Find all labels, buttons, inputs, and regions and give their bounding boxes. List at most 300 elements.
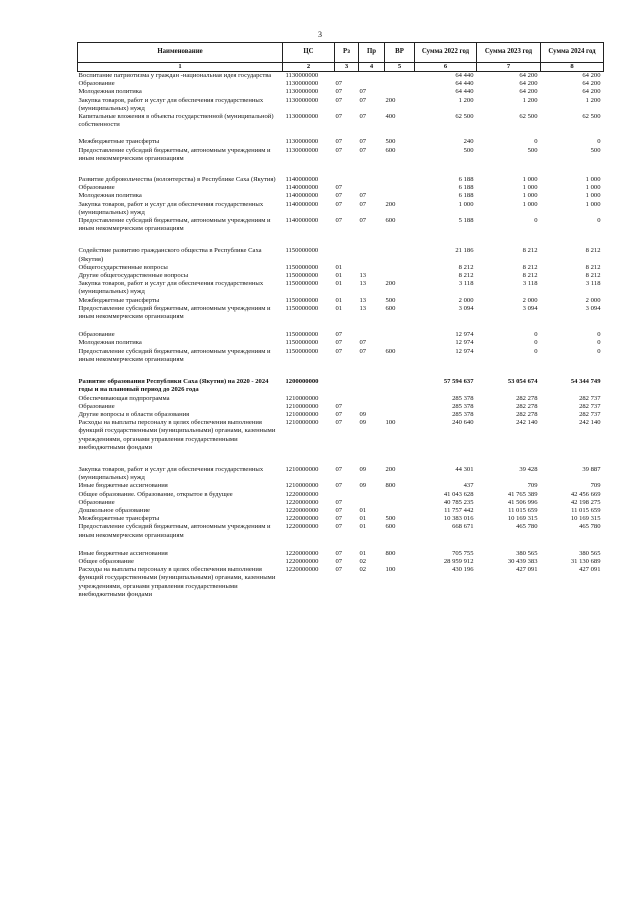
table-row xyxy=(78,88,604,96)
row-pr: 07 xyxy=(359,217,367,225)
row-pr: 09 xyxy=(359,482,367,490)
row-cs: 1140000000 xyxy=(285,217,319,225)
row-sum-2024: 42 456 669 xyxy=(570,490,601,498)
row-pr: 07 xyxy=(359,88,367,96)
row-sum-2024: 3 118 xyxy=(585,280,601,288)
row-sum-2024: 242 140 xyxy=(579,419,601,427)
row-sum-2024: 3 094 xyxy=(585,304,601,312)
row-sum-2022: 6 188 xyxy=(458,192,474,200)
row-pr: 07 xyxy=(359,138,367,146)
row-cs: 1220000000 xyxy=(285,515,319,523)
row-sum-2023: 10 169 315 xyxy=(507,515,538,523)
row-sum-2023: 53 054 674 xyxy=(507,378,538,386)
row-sum-2024: 2 000 xyxy=(585,296,601,304)
row-sum-2023: 282 278 xyxy=(516,402,538,410)
row-cs: 1220000000 xyxy=(285,506,319,514)
row-vr: 600 xyxy=(385,304,396,312)
row-pr xyxy=(359,403,385,411)
row-sum-2023: 282 278 xyxy=(516,394,538,402)
row-sum-2023: 8 212 xyxy=(522,272,538,280)
row-sum-2022: 12 974 xyxy=(455,331,474,339)
budget-table xyxy=(77,42,604,599)
table-row xyxy=(78,176,604,184)
row-sum-2024: 1 000 xyxy=(585,200,601,208)
row-name: Воспитание патриотизма у граждан -национальная идея государства xyxy=(78,72,272,79)
col-number-5: 5 xyxy=(385,63,415,72)
row-cs: 1150000000 xyxy=(285,247,319,255)
table-row xyxy=(78,247,604,263)
col-number-1: 1 xyxy=(78,63,283,72)
row-sum-2023: 1 000 xyxy=(522,192,538,200)
row-sum-2024: 62 500 xyxy=(582,113,601,121)
row-name: Развитие образования Республики Саха (Якутия) на 2020 - 2024 годы и на плановый период до 2026 года xyxy=(78,378,269,394)
row-rz: 07 xyxy=(335,192,343,200)
row-sum-2024: 0 xyxy=(597,217,601,225)
row-pr: 09 xyxy=(359,410,367,418)
row-name: Общее образование xyxy=(78,557,134,565)
row-pr: 07 xyxy=(359,96,367,104)
row-cs: 1210000000 xyxy=(285,419,319,427)
row-name: Дошкольное образование xyxy=(78,506,150,514)
table-row xyxy=(78,305,604,331)
row-name: Предоставление субсидий бюджетным, автономным учреждениям и иным некоммерческим организациям xyxy=(78,304,271,321)
col-header-name: Наименование xyxy=(78,43,283,63)
row-name: Расходы на выплаты персоналу в целях обеспечения выполнения функций государственными (муниципальными) органами, казенными учреждениями, органами управления государственными внебюджетными фондами xyxy=(78,566,276,598)
col-header-rz: Рз xyxy=(335,43,359,63)
row-sum-2024: 1 000 xyxy=(585,184,601,192)
row-sum-2022: 6 188 xyxy=(458,184,474,192)
row-sum-2023: 8 212 xyxy=(522,247,538,255)
row-sum-2024: 64 200 xyxy=(582,80,601,88)
row-sum-2022: 285 378 xyxy=(452,402,474,410)
row-cs: 1150000000 xyxy=(285,272,319,280)
row-sum-2023: 0 xyxy=(534,347,538,355)
row-rz: 07 xyxy=(335,410,343,418)
row-sum-2023: 465 780 xyxy=(516,523,538,531)
row-name: Закупка товаров, работ и услуг для обеспечения государственных (муниципальных) нужд xyxy=(78,280,264,296)
row-sum-2024: 8 212 xyxy=(585,263,601,271)
row-rz: 07 xyxy=(335,402,343,410)
col-number-4: 4 xyxy=(359,63,385,72)
row-sum-2022: 240 640 xyxy=(452,419,474,427)
row-cs: 1130000000 xyxy=(285,96,319,104)
row-name: Предоставление субсидий бюджетным, автономным учреждениям и иным некоммерческим организациям xyxy=(78,217,271,233)
row-cs: 1140000000 xyxy=(285,176,319,184)
row-sum-2024: 64 200 xyxy=(582,72,601,79)
row-rz: 01 xyxy=(335,280,343,288)
row-vr: 800 xyxy=(385,482,396,490)
row-vr xyxy=(385,247,415,263)
row-rz xyxy=(335,176,359,184)
table-row xyxy=(78,217,604,247)
row-vr: 600 xyxy=(385,146,396,154)
col-number-3: 3 xyxy=(335,63,359,72)
row-cs: 1210000000 xyxy=(285,394,319,402)
table-body xyxy=(78,72,604,599)
row-rz: 07 xyxy=(335,347,343,355)
col-header-vr: ВР xyxy=(385,43,415,63)
row-name: Обеспечивающая подпрограмма xyxy=(78,394,170,402)
row-sum-2022: 8 212 xyxy=(458,263,474,271)
row-sum-2024: 500 xyxy=(590,146,601,154)
row-sum-2023: 0 xyxy=(534,217,538,225)
page-number: 3 xyxy=(318,30,322,39)
row-sum-2024: 0 xyxy=(597,339,601,347)
row-cs: 1140000000 xyxy=(285,192,319,200)
row-pr xyxy=(359,264,385,272)
row-vr xyxy=(385,403,415,411)
row-vr: 200 xyxy=(385,280,396,288)
row-name: Межбюджетные трансферты xyxy=(78,296,160,304)
row-vr: 200 xyxy=(385,96,396,104)
table-row xyxy=(78,297,604,305)
row-pr: 07 xyxy=(359,146,367,154)
row-name: Другие общегосударственные вопросы xyxy=(78,272,189,280)
row-name: Предоставление субсидий бюджетным, автономным учреждениям и иным некоммерческим организациям xyxy=(78,523,271,539)
row-sum-2024: 64 200 xyxy=(582,88,601,96)
row-name: Содействие развитию гражданского общества в Республике Саха (Якутия) xyxy=(78,247,262,263)
row-vr xyxy=(385,378,415,394)
row-sum-2022: 10 383 016 xyxy=(443,515,474,523)
row-sum-2023: 0 xyxy=(534,331,538,339)
row-name: Иные бюджетные ассигнования xyxy=(78,549,168,557)
row-pr: 02 xyxy=(359,566,367,574)
row-name: Закупка товаров, работ и услуг для обеспечения государственных (муниципальных) нужд xyxy=(78,200,264,216)
row-vr xyxy=(385,272,415,280)
row-cs: 1210000000 xyxy=(285,402,319,410)
table-row xyxy=(78,348,604,378)
col-number-7: 7 xyxy=(477,63,541,72)
row-sum-2023: 64 200 xyxy=(519,72,538,79)
table-row xyxy=(78,419,604,466)
table-row xyxy=(78,550,604,558)
row-sum-2022: 64 440 xyxy=(455,88,474,96)
row-cs: 1130000000 xyxy=(285,72,319,79)
row-sum-2023: 39 428 xyxy=(519,465,538,473)
row-name: Капитальные вложения в объекты государственной (муниципальной) собственности xyxy=(78,113,274,129)
row-pr xyxy=(359,72,385,81)
row-sum-2024: 1 000 xyxy=(585,176,601,184)
row-pr: 13 xyxy=(359,272,367,280)
row-cs: 1150000000 xyxy=(285,347,319,355)
row-sum-2023: 1 000 xyxy=(522,176,538,184)
row-name: Расходы на выплаты персоналу в целях обеспечения выполнения функций государственными (муниципальными) органами, казенными учреждениями, органами управления государственными внебюджетными фондами xyxy=(78,419,276,451)
row-name: Закупка товаров, работ и услуг для обеспечения государственных (муниципальных) нужд xyxy=(78,96,264,112)
row-sum-2023: 8 212 xyxy=(522,263,538,271)
row-sum-2022: 2 000 xyxy=(458,296,474,304)
row-cs: 1150000000 xyxy=(285,263,319,271)
row-sum-2023: 41 765 389 xyxy=(507,490,538,498)
row-vr: 200 xyxy=(385,200,396,208)
row-sum-2022: 11 757 442 xyxy=(444,506,474,514)
table-row xyxy=(78,523,604,549)
row-sum-2023: 500 xyxy=(527,146,538,154)
row-sum-2024: 0 xyxy=(597,331,601,339)
row-vr xyxy=(385,491,415,499)
table-row xyxy=(78,184,604,192)
row-vr xyxy=(385,339,415,347)
row-cs: 1150000000 xyxy=(285,296,319,304)
row-pr: 07 xyxy=(359,113,367,121)
row-rz: 07 xyxy=(335,465,343,473)
row-sum-2022: 668 671 xyxy=(452,523,474,531)
row-rz: 07 xyxy=(335,523,343,531)
row-sum-2023: 1 000 xyxy=(522,184,538,192)
table-row xyxy=(78,491,604,499)
row-sum-2024: 282 737 xyxy=(579,394,601,402)
row-vr xyxy=(385,411,415,419)
table-row xyxy=(78,339,604,347)
row-pr: 13 xyxy=(359,296,367,304)
col-header-2023: Сумма 2023 год xyxy=(477,43,541,63)
row-name: Предоставление субсидий бюджетным, автономным учреждениям и иным некоммерческим организациям xyxy=(78,347,271,363)
row-sum-2022: 64 440 xyxy=(455,80,474,88)
row-pr: 01 xyxy=(359,506,367,514)
row-cs: 1210000000 xyxy=(285,482,319,490)
row-name: Развитие добровольчества (волонтерства) в Республике Саха (Якутия) xyxy=(78,176,276,184)
row-sum-2023: 3 094 xyxy=(522,304,538,312)
table-row xyxy=(78,566,604,599)
table-row xyxy=(78,80,604,88)
row-name: Образование xyxy=(78,498,115,506)
row-rz: 07 xyxy=(335,113,343,121)
row-sum-2023: 242 140 xyxy=(516,419,538,427)
row-sum-2023: 62 500 xyxy=(519,113,538,121)
table-row xyxy=(78,147,604,176)
row-sum-2023: 2 000 xyxy=(522,296,538,304)
col-number-6: 6 xyxy=(415,63,477,72)
row-sum-2022: 12 974 xyxy=(455,347,474,355)
row-vr xyxy=(385,184,415,192)
col-number-2: 2 xyxy=(283,63,335,72)
row-cs: 1220000000 xyxy=(285,498,319,506)
row-vr xyxy=(385,72,415,81)
row-rz xyxy=(335,72,359,81)
row-pr: 13 xyxy=(359,304,367,312)
row-vr: 200 xyxy=(385,465,396,473)
row-name: Общегосударственные вопросы xyxy=(78,263,168,271)
row-sum-2022: 3 094 xyxy=(458,304,474,312)
row-pr: 13 xyxy=(359,280,367,288)
row-cs: 1130000000 xyxy=(285,113,319,121)
row-sum-2023: 11 015 659 xyxy=(508,506,538,514)
row-rz: 07 xyxy=(335,331,343,339)
row-sum-2024: 282 737 xyxy=(579,410,601,418)
row-cs: 1130000000 xyxy=(285,146,319,154)
row-rz xyxy=(335,395,359,403)
row-pr xyxy=(359,80,385,88)
table-row xyxy=(78,192,604,200)
table-row xyxy=(78,507,604,515)
row-sum-2022: 285 378 xyxy=(452,394,474,402)
table-row xyxy=(78,272,604,280)
row-pr: 09 xyxy=(359,465,367,473)
row-cs: 1210000000 xyxy=(285,465,319,473)
row-rz: 07 xyxy=(335,566,343,574)
row-cs: 1150000000 xyxy=(285,280,319,288)
row-cs: 1150000000 xyxy=(285,304,319,312)
row-sum-2022: 430 196 xyxy=(452,566,474,574)
row-pr: 01 xyxy=(359,549,367,557)
row-sum-2024: 11 015 659 xyxy=(571,506,601,514)
row-cs: 1130000000 xyxy=(285,88,319,96)
row-name: Образование xyxy=(78,184,115,192)
row-rz: 07 xyxy=(335,498,343,506)
row-sum-2022: 285 378 xyxy=(452,410,474,418)
row-rz: 07 xyxy=(335,339,343,347)
row-name: Другие вопросы в области образования xyxy=(78,410,190,418)
row-cs: 1220000000 xyxy=(285,523,319,531)
row-cs: 1150000000 xyxy=(285,339,319,347)
row-vr: 800 xyxy=(385,549,396,557)
row-rz: 07 xyxy=(335,200,343,208)
row-sum-2024: 0 xyxy=(597,347,601,355)
row-pr: 07 xyxy=(359,200,367,208)
row-rz: 07 xyxy=(335,184,343,192)
row-name: Молодежная политика xyxy=(78,192,142,200)
row-cs: 1140000000 xyxy=(285,184,319,192)
row-sum-2024: 39 887 xyxy=(582,465,601,473)
table-row xyxy=(78,113,604,138)
row-sum-2024: 380 565 xyxy=(579,549,601,557)
row-rz: 07 xyxy=(335,515,343,523)
row-sum-2022: 28 959 912 xyxy=(443,557,474,565)
row-sum-2023: 380 565 xyxy=(516,549,538,557)
row-sum-2023: 41 506 996 xyxy=(507,498,538,506)
table-row xyxy=(78,411,604,419)
row-name: Межбюджетные трансферты xyxy=(78,515,160,523)
row-sum-2022: 437 xyxy=(463,482,474,490)
row-vr xyxy=(385,80,415,88)
header-number-row xyxy=(78,63,604,72)
table-row xyxy=(78,97,604,113)
table-row xyxy=(78,482,604,490)
col-header-pr: Пр xyxy=(359,43,385,63)
row-vr: 600 xyxy=(385,523,396,531)
row-sum-2022: 57 594 637 xyxy=(443,378,474,386)
row-pr xyxy=(359,499,385,507)
row-vr: 400 xyxy=(385,113,396,121)
row-sum-2024: 427 091 xyxy=(579,566,601,574)
row-pr: 07 xyxy=(359,192,367,200)
row-rz: 01 xyxy=(335,296,343,304)
row-sum-2023: 282 278 xyxy=(516,410,538,418)
row-rz: 07 xyxy=(335,506,343,514)
table-row xyxy=(78,499,604,507)
row-vr: 500 xyxy=(385,296,396,304)
row-pr: 01 xyxy=(359,515,367,523)
row-cs: 1220000000 xyxy=(285,549,319,557)
row-cs: 1130000000 xyxy=(285,80,319,88)
row-vr: 100 xyxy=(385,419,396,427)
table-row xyxy=(78,395,604,403)
row-rz: 07 xyxy=(335,482,343,490)
row-sum-2022: 40 785 235 xyxy=(443,498,474,506)
row-vr: 600 xyxy=(385,217,396,225)
row-cs: 1220000000 xyxy=(285,557,319,565)
row-vr: 500 xyxy=(385,138,396,146)
row-rz: 07 xyxy=(335,146,343,154)
row-sum-2022: 3 118 xyxy=(458,280,474,288)
row-pr: 01 xyxy=(359,523,367,531)
row-sum-2022: 21 186 xyxy=(455,247,474,255)
row-pr xyxy=(359,176,385,184)
row-sum-2023: 64 200 xyxy=(519,80,538,88)
row-sum-2022: 8 212 xyxy=(458,272,474,280)
row-sum-2024: 465 780 xyxy=(579,523,601,531)
row-pr xyxy=(359,378,385,394)
row-cs: 1220000000 xyxy=(285,490,319,498)
row-sum-2022: 64 440 xyxy=(455,72,474,79)
row-sum-2022: 1 200 xyxy=(458,96,474,104)
row-sum-2023: 427 091 xyxy=(516,566,538,574)
col-header-cs: ЦС xyxy=(283,43,335,63)
table-row xyxy=(78,138,604,146)
row-name: Закупка товаров, работ и услуг для обеспечения государственных (муниципальных) нужд xyxy=(78,465,264,482)
row-sum-2022: 240 xyxy=(463,138,474,146)
row-pr: 07 xyxy=(359,339,367,347)
table-row xyxy=(78,558,604,566)
row-name: Общее образование. Образование, открытое в будущее xyxy=(78,490,233,498)
row-cs: 1210000000 xyxy=(285,410,319,418)
row-rz: 07 xyxy=(335,217,343,225)
row-sum-2024: 10 169 315 xyxy=(570,515,601,523)
table-row xyxy=(78,72,604,81)
row-rz: 07 xyxy=(335,557,343,565)
col-header-2022: Сумма 2022 год xyxy=(415,43,477,63)
row-vr xyxy=(385,331,415,339)
row-rz: 07 xyxy=(335,96,343,104)
row-sum-2022: 705 755 xyxy=(452,549,474,557)
row-sum-2023: 709 xyxy=(527,482,538,490)
row-sum-2023: 64 200 xyxy=(519,88,538,96)
row-rz: 07 xyxy=(335,80,343,88)
row-rz xyxy=(335,491,359,499)
row-name: Молодежная политика xyxy=(78,88,142,96)
row-sum-2022: 5 188 xyxy=(458,217,474,225)
row-sum-2024: 54 344 749 xyxy=(570,378,601,386)
row-rz: 01 xyxy=(335,304,343,312)
row-sum-2024: 8 212 xyxy=(585,272,601,280)
table-row xyxy=(78,515,604,523)
row-sum-2022: 62 500 xyxy=(455,113,474,121)
row-vr xyxy=(385,395,415,403)
row-sum-2023: 1 200 xyxy=(522,96,538,104)
row-sum-2024: 1 200 xyxy=(585,96,601,104)
row-sum-2022: 12 974 xyxy=(455,339,474,347)
table-row xyxy=(78,466,604,482)
row-name: Иные бюджетные ассигнования xyxy=(78,482,168,490)
row-rz xyxy=(335,378,359,394)
col-header-2024: Сумма 2024 год xyxy=(541,43,604,63)
row-vr xyxy=(385,192,415,200)
row-sum-2023: 30 439 383 xyxy=(507,557,538,565)
row-sum-2022: 44 301 xyxy=(455,465,474,473)
row-vr xyxy=(385,558,415,566)
row-rz xyxy=(335,247,359,263)
row-rz: 01 xyxy=(335,272,343,280)
header-row xyxy=(78,43,604,63)
row-sum-2024: 42 198 275 xyxy=(570,498,601,506)
row-sum-2022: 500 xyxy=(463,146,474,154)
row-vr: 100 xyxy=(385,566,396,574)
row-vr xyxy=(385,499,415,507)
row-pr xyxy=(359,247,385,263)
row-sum-2024: 709 xyxy=(590,482,601,490)
row-rz: 07 xyxy=(335,138,343,146)
row-sum-2023: 0 xyxy=(534,339,538,347)
row-vr xyxy=(385,264,415,272)
